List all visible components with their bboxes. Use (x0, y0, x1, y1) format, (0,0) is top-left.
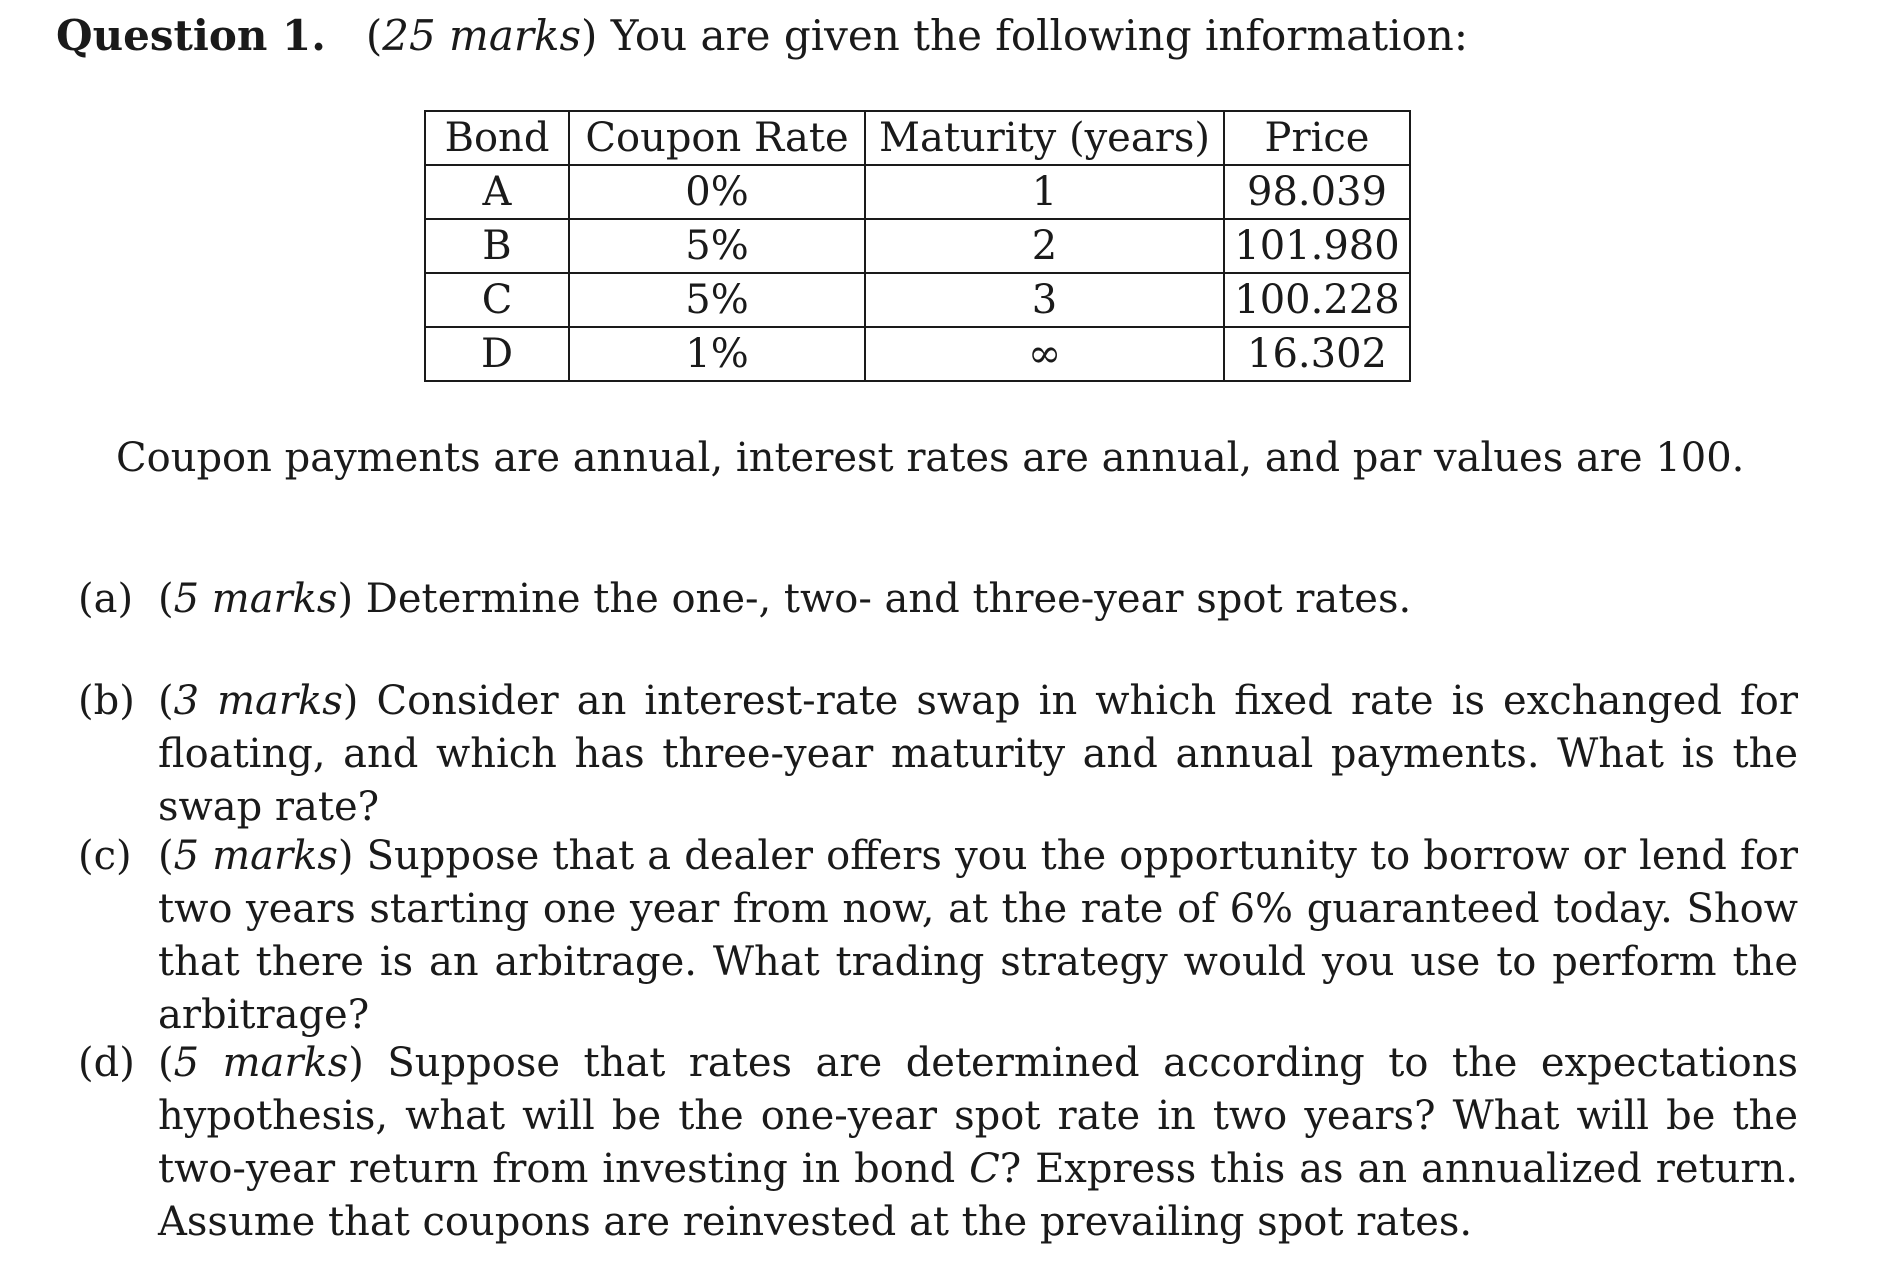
column-header-coupon-rate: Coupon Rate (569, 111, 865, 165)
table-cell: 100.228 (1224, 273, 1410, 327)
table-cell: 98.039 (1224, 165, 1410, 219)
column-header-price: Price (1224, 111, 1410, 165)
bond-variable: C (969, 1146, 1000, 1192)
part-marks: (5 marks) (158, 833, 354, 879)
part-label: (c) (78, 833, 132, 879)
table-row (425, 273, 1410, 327)
part-label: (b) (78, 678, 135, 724)
table-cell: 5% (569, 273, 865, 327)
table-cell: 0% (569, 165, 865, 219)
bond-table (424, 110, 1411, 382)
table-cell: ∞ (865, 327, 1224, 381)
part-label: (a) (78, 576, 134, 622)
part-marks: (5 marks) (158, 1040, 364, 1086)
part-marks: (5 marks) (158, 576, 354, 622)
column-header-maturity: Maturity (years) (865, 111, 1224, 165)
part-c (78, 830, 1798, 1042)
table-cell: C (425, 273, 569, 327)
table-row (425, 327, 1410, 381)
table-row (425, 165, 1410, 219)
part-label: (d) (78, 1040, 135, 1086)
table-cell: 2 (865, 219, 1224, 273)
part-b (78, 675, 1798, 834)
question-heading (56, 6, 1468, 66)
table-cell: 5% (569, 219, 865, 273)
part-question: Suppose that a dealer offers you the opportunity to borrow or lend for two years starting one year from now, at the rate of 6% guaranteed today. Show that there is an arbitrage. What trading strategy would you use to perform the arbitrage? (158, 833, 1798, 1038)
table-cell: 1% (569, 327, 865, 381)
part-text (158, 1037, 1798, 1249)
part-a (78, 573, 1798, 626)
table-cell: B (425, 219, 569, 273)
table-cell: 16.302 (1224, 327, 1410, 381)
part-text (158, 675, 1798, 834)
column-header-bond: Bond (425, 111, 569, 165)
part-question-start: Suppose that rates are determined according to the expectations hypothesis, what will be the one-year spot rate in two years? What will be the two-year return from investing in bond (158, 1040, 1798, 1192)
part-question: Consider an interest-rate swap in which fixed rate is exchanged for floating, and which has three-year maturity and annual payments. What is the swap rate? (158, 678, 1799, 830)
question-marks: (25 marks) (365, 11, 598, 60)
part-question-end: ? Express this as an annualized return. Assume that coupons are reinvested at the prevailing spot rates. (158, 1146, 1798, 1245)
table-cell: 1 (865, 165, 1224, 219)
part-text (158, 573, 1798, 626)
part-marks: (3 marks) (158, 678, 359, 724)
question-intro: You are given the following information: (610, 11, 1468, 60)
table-cell: A (425, 165, 569, 219)
table-row (425, 219, 1410, 273)
table-header-row (425, 111, 1410, 165)
table-cell: 3 (865, 273, 1224, 327)
table-cell: 101.980 (1224, 219, 1410, 273)
question-label: Question 1. (56, 11, 326, 60)
assumptions-note: Coupon payments are annual, interest rates are annual, and par values are 100. (116, 435, 1745, 481)
part-text (158, 830, 1798, 1042)
part-question: Determine the one-, two- and three-year spot rates. (365, 576, 1412, 622)
table-cell: D (425, 327, 569, 381)
part-d (78, 1037, 1798, 1249)
